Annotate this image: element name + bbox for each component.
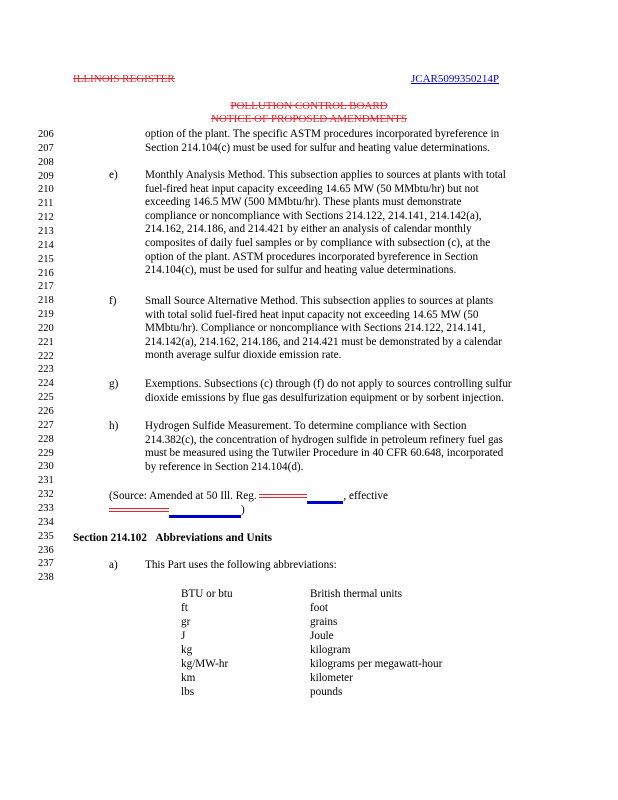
subsection-g-text — [145, 378, 512, 405]
text-line: option of the plant. ASTM procedures incorporated byreference in Section — [145, 250, 479, 263]
abbreviation-term: ft — [181, 602, 188, 614]
subsection-f-text — [145, 295, 502, 363]
text-line: composites of daily fuel samples or by compliance with subsection (c), at the — [145, 236, 491, 249]
line-number: 219 — [38, 309, 54, 321]
source-effective: , effective — [343, 490, 388, 502]
abbreviation-term: J — [181, 630, 186, 642]
subsection-label-g: g) — [109, 378, 119, 390]
redline-placeholder — [259, 494, 307, 498]
line-number: 215 — [38, 253, 54, 265]
source-note-line2 — [109, 504, 245, 518]
line-number: 221 — [38, 336, 54, 348]
line-number: 235 — [38, 530, 54, 542]
abbreviation-term: kg/MW-hr — [181, 658, 229, 670]
line-number: 233 — [38, 502, 54, 514]
text-line: compliance or noncompliance with Sections 214.122, 214.141, 214.142(a), — [145, 209, 482, 222]
abbreviation-term: km — [181, 672, 196, 684]
subsection-label-f: f) — [109, 295, 117, 307]
line-number: 206 — [38, 129, 54, 140]
line-number: 232 — [38, 489, 54, 501]
section-title: Abbreviations and Units — [155, 532, 273, 544]
section-number: Section 214.102 — [73, 532, 147, 544]
line-number: 224 — [38, 378, 54, 390]
line-number: 237 — [38, 558, 54, 570]
line-number: 207 — [38, 142, 54, 154]
line-number: 223 — [38, 364, 54, 376]
line-number: 212 — [38, 212, 54, 224]
paragraph-continuation — [145, 128, 499, 155]
line-number: 209 — [38, 170, 54, 182]
line-number: 222 — [38, 350, 54, 362]
abbreviation-meaning: grains — [310, 616, 338, 628]
abbreviation-term: kg — [181, 644, 193, 656]
source-close: ) — [241, 504, 245, 516]
line-number: 228 — [38, 433, 54, 445]
line-number: 230 — [38, 461, 54, 473]
subsection-label-e: e) — [109, 169, 118, 181]
line-number: 238 — [38, 572, 54, 584]
text-line: must be measured using the Tutwiler Procedure in 40 CFR 60.648, incorporated — [145, 447, 504, 460]
text-line: exceeding 146.5 MW (500 MMbtu/hr). These plants must demonstrate — [145, 196, 462, 209]
line-number: 217 — [38, 281, 54, 293]
notice-title: NOTICE OF PROPOSED AMENDMENTS — [211, 113, 407, 125]
section-heading — [73, 532, 272, 546]
line-number: 226 — [38, 406, 54, 417]
subsection-label-a: a) — [109, 559, 118, 571]
line-number: 210 — [38, 184, 54, 196]
text-line: Small Source Alternative Method. This subsection applies to sources at plants — [145, 295, 494, 307]
abbreviation-term: lbs — [181, 686, 195, 698]
abbreviation-term: BTU or btu — [181, 588, 233, 600]
board-title: POLLUTION CONTROL BOARD — [230, 100, 388, 112]
abbreviation-meaning: kilometer — [310, 672, 353, 684]
text-line: by reference in Section 214.104(d). — [145, 460, 304, 473]
line-number: 208 — [38, 156, 54, 168]
text-line: Section 214.104(c) must be used for sulfur and heating value determinations. — [145, 141, 490, 154]
line-number: 218 — [38, 295, 54, 307]
line-number: 214 — [38, 239, 54, 251]
blank-line — [307, 501, 343, 504]
register-title: ILLINOIS REGISTER — [73, 73, 175, 85]
line-number: 220 — [38, 322, 54, 334]
text-line: 214.382(c), the concentration of hydrogen sulfide in petroleum refinery fuel gas — [145, 433, 503, 446]
line-number: 211 — [38, 198, 54, 210]
text-line: 214.142(a), 214.162, 214.186, and 214.421 must be demonstrated by a calendar — [145, 335, 502, 348]
blank-line — [169, 515, 241, 518]
abbreviation-meaning: Joule — [310, 630, 334, 642]
text-line: fuel-fired heat input capacity exceeding 14.65 MW (50 MMbtu/hr) but not — [145, 182, 479, 195]
abbreviation-meaning: British thermal units — [310, 588, 402, 600]
abbreviation-meaning: kilograms per megawatt-hour — [310, 658, 443, 670]
line-number: 234 — [38, 516, 54, 528]
line-number: 225 — [38, 392, 54, 404]
line-number: 229 — [38, 447, 54, 459]
abbreviation-term: gr — [181, 616, 191, 628]
subsection-e-text — [145, 169, 506, 278]
text-line: option of the plant. The specific ASTM procedures incorporated byreference in — [145, 128, 500, 140]
abbreviation-meaning: pounds — [310, 686, 343, 698]
line-number: 227 — [38, 419, 54, 431]
abbreviation-meaning: kilogram — [310, 644, 351, 656]
redline-placeholder — [109, 508, 169, 512]
text-line: 214.104(c), must be used for sulfur and heating value determinations. — [145, 264, 457, 277]
text-line: MMbtu/hr). Compliance or noncompliance with Sections 214.122, 214.141, — [145, 322, 486, 335]
document-code: JCAR5099350214P — [411, 73, 500, 85]
source-prefix: (Source: Amended at 50 Ill. Reg. — [109, 490, 260, 502]
text-line: Monthly Analysis Method. This subsection applies to sources at plants with total — [145, 169, 506, 181]
text-line: month average sulfur dioxide emission rate. — [145, 349, 342, 362]
abbreviation-meaning: foot — [310, 602, 329, 614]
text-line: with total solid fuel-fired heat input capacity not exceeding 14.65 MW (50 — [145, 308, 479, 321]
subsection-h-text — [145, 420, 503, 474]
text-line: Hydrogen Sulfide Measurement. To determine compliance with Section — [145, 420, 467, 432]
text-line: dioxide emissions by flue gas desulfurization equipment or by sorbent injection. — [145, 391, 504, 404]
text-line: Exemptions. Subsections (c) through (f) do not apply to sources controlling sulfur — [145, 378, 512, 390]
line-number: 231 — [38, 475, 54, 487]
subsection-a-text: This Part uses the following abbreviations: — [145, 559, 337, 571]
text-line: 214.162, 214.186, and 214.421 by either an analysis of calendar monthly — [145, 223, 472, 236]
line-number: 216 — [38, 267, 54, 279]
line-number: 236 — [38, 544, 54, 556]
line-number: 213 — [38, 225, 54, 237]
subsection-label-h: h) — [109, 420, 119, 432]
source-note — [109, 490, 388, 504]
